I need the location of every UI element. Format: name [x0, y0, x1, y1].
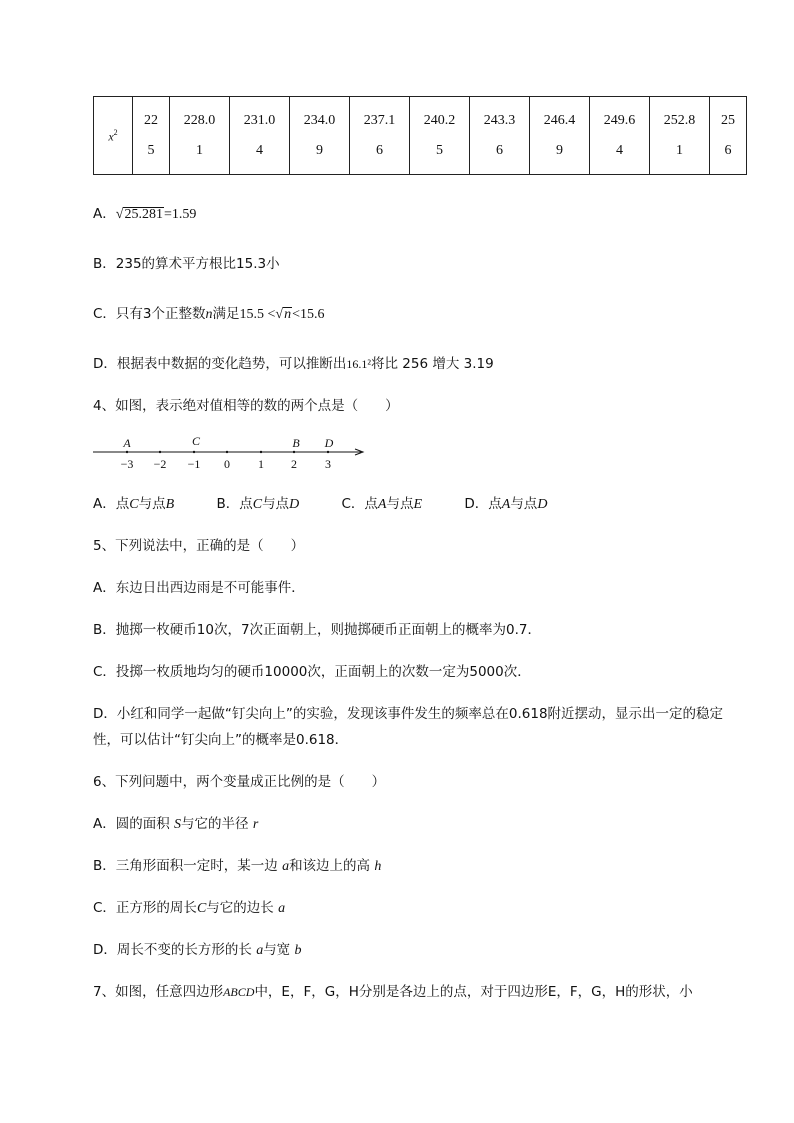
table-cell: 246.4 9 — [530, 97, 590, 175]
tick-mark — [193, 451, 195, 453]
tick-mark — [226, 451, 228, 453]
point-label-c: C — [191, 434, 201, 448]
q4-option-b: B．点C与点D — [216, 496, 300, 512]
table-cell: 252.8 1 — [650, 97, 710, 175]
q5-option-a: A．东边日出西边雨是不可能事件． — [93, 580, 305, 596]
table-cell: 249.6 4 — [590, 97, 650, 175]
q6-option-b: B．三角形面积一定时，某一边 a和该边上的高 h — [93, 858, 382, 874]
tick-mark — [327, 451, 329, 453]
table-cell: 228.0 1 — [170, 97, 230, 175]
row-header-x-squared: $x^2$ — [94, 97, 133, 175]
table-cell: 243.3 6 — [470, 97, 530, 175]
table-cell: 22 5 — [133, 97, 170, 175]
q5-option-d: D．小红和同学一起做“钉尖向上”的实验，发现该事件发生的频率总在0.618附近摆动，显示出一定的稳定性，可以估计“钉尖向上”的概率是0.618． — [93, 706, 724, 748]
table-row — [94, 97, 747, 175]
table-cell: 25 6 — [710, 97, 747, 175]
table-cell: 240.2 5 — [410, 97, 470, 175]
tick-label: 1 — [258, 457, 264, 471]
point-label-a: A — [123, 436, 131, 450]
q5-stem: 5、下列说法中，正确的是（ ） — [93, 538, 305, 554]
tick-label: −1 — [187, 457, 201, 471]
table-cell: 231.0 4 — [230, 97, 290, 175]
q6-option-d: D．周长不变的长方形的长 a与宽 b — [93, 942, 302, 958]
tick-label: −2 — [153, 457, 167, 471]
point-label-b: B — [292, 436, 300, 450]
q4-option-a: A．点C与点B — [93, 496, 175, 512]
q3-option-c: C．只有3个正整数n满足15.5 <√n<15.6 — [93, 306, 325, 322]
q5-option-c: C．投掷一枚质地均匀的硬币10000次，正面朝上的次数一定为5000次． — [93, 664, 531, 680]
tick-label: 2 — [291, 457, 297, 471]
table-cell: 234.0 9 — [290, 97, 350, 175]
tick-mark — [126, 451, 128, 453]
q4-stem: 4、如图，表示绝对值相等的数的两个点是（ ） — [93, 398, 399, 414]
q4-option-d: D．点A与点D — [464, 496, 548, 512]
q4-option-c: C．点A与点E — [341, 496, 423, 512]
point-label-d: D — [324, 436, 334, 450]
q3-option-b: B．235的算术平方根比15.3小 — [93, 256, 280, 272]
q5-option-b: B．抛掷一枚硬币10次，7次正面朝上，则抛掷硬币正面朝上的概率为0.7． — [93, 622, 541, 638]
tick-label: 3 — [325, 457, 331, 471]
value-table — [93, 96, 747, 175]
table-cell: 237.1 6 — [350, 97, 410, 175]
q6-stem: 6、下列问题中，两个变量成正比例的是（ ） — [93, 774, 386, 790]
number-line-figure — [93, 430, 373, 474]
q6-option-c: C．正方形的周长C与它的边长 a — [93, 900, 286, 916]
q3-option-d: D．根据表中数据的变化趋势，可以推断出16.1²将比 256 增大 3.19 — [93, 356, 494, 372]
q7-stem: 7、如图，任意四边形ABCD中，E，F，G，H分别是各边上的点，对于四边形E，F，G，H的形状，小 — [93, 984, 693, 1000]
tick-mark — [293, 451, 295, 453]
tick-mark — [260, 451, 262, 453]
tick-label: −3 — [120, 457, 134, 471]
q3-option-a: A．√25.281=1.59 — [93, 206, 197, 222]
tick-label: 0 — [224, 457, 230, 471]
tick-mark — [159, 451, 161, 453]
q6-option-a: A．圆的面积 S与它的半径 r — [93, 816, 259, 832]
q4-options — [93, 494, 585, 515]
